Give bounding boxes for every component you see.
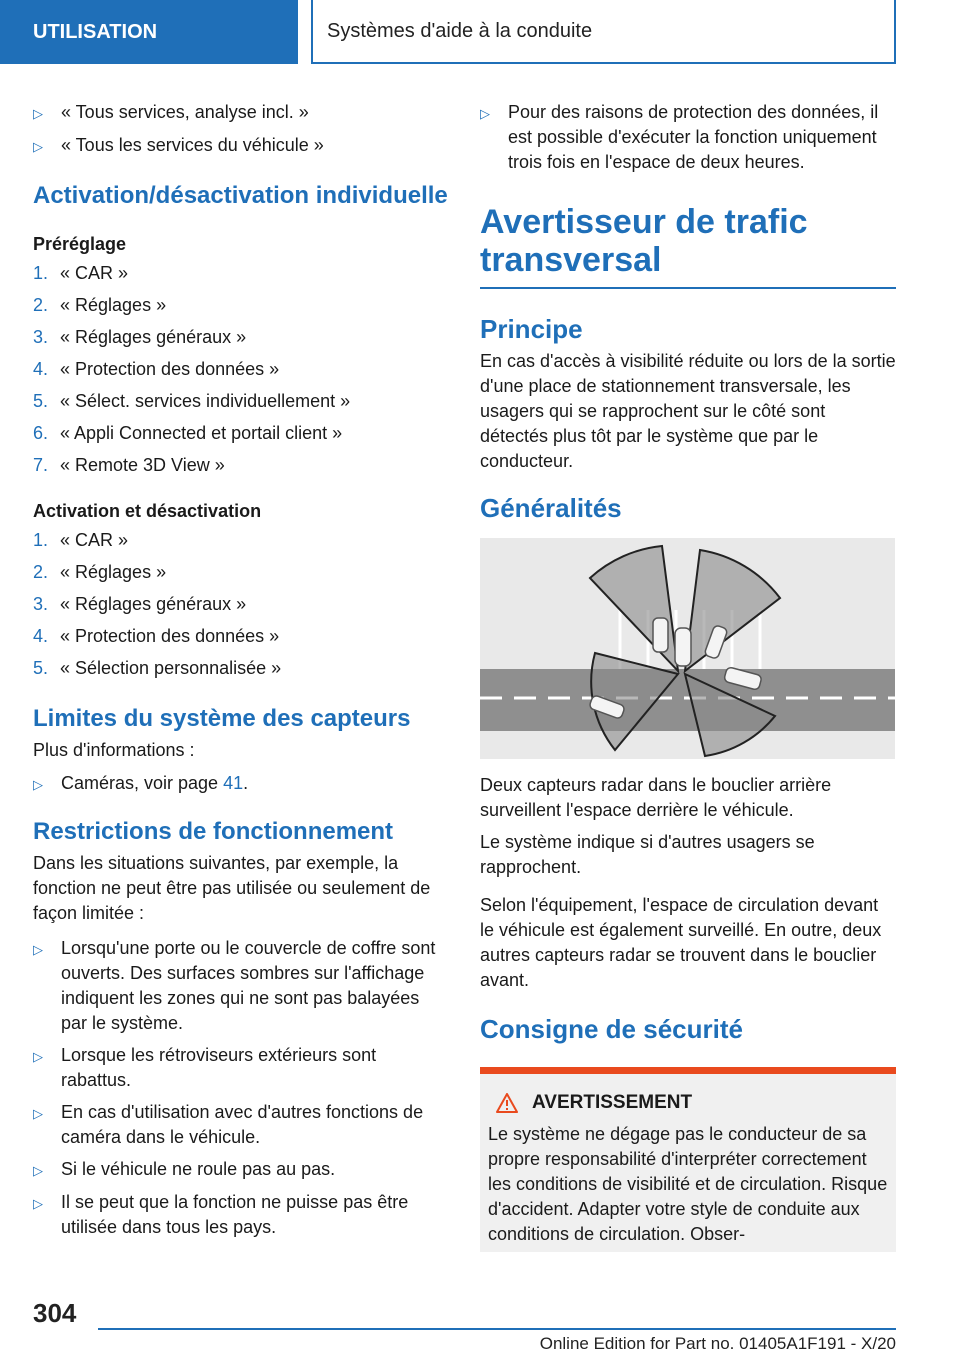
left-column — [33, 100, 448, 1240]
list-item — [33, 385, 448, 417]
bullet-text: « Tous services, analyse incl. » — [61, 102, 309, 122]
step-text: « Réglages généraux » — [60, 327, 247, 347]
warning-label: AVERTISSEMENT — [532, 1092, 693, 1113]
subtitle-preset: Préréglage — [33, 234, 127, 254]
triangle-bullet-icon: ▷ — [33, 1049, 43, 1064]
step-text: « Protection des données » — [60, 359, 280, 379]
limits-text: Plus d'informations : — [33, 740, 195, 760]
bullet-text: Lorsque les rétroviseurs extérieurs sont rabattus. — [61, 1045, 377, 1090]
warning-header — [488, 1092, 888, 1114]
list-item — [33, 1043, 448, 1093]
header-chapter-tab — [311, 0, 896, 64]
general-paragraph: Deux capteurs radar dans le bouclier arrière surveillent l'espace derrière le véhicule. — [480, 775, 832, 820]
step-number: 3. — [33, 327, 49, 347]
list-item — [33, 588, 448, 620]
general-paragraph: Le système indique si d'autres usagers se rapprochent. — [480, 832, 815, 877]
list-item — [33, 1190, 448, 1240]
triangle-bullet-icon: ▷ — [33, 942, 43, 957]
step-number: 6. — [33, 423, 49, 443]
list-item — [33, 936, 448, 1036]
header-chapter-label: Systèmes d'aide à la conduite — [327, 19, 593, 42]
triangle-bullet-icon: ▷ — [33, 139, 43, 154]
list-item — [33, 556, 448, 588]
section-title-activation: Activation/désactivation individuelle — [33, 182, 448, 209]
section-title-restrictions: Restrictions de fonctionnement — [33, 818, 394, 845]
list-item — [33, 524, 448, 556]
step-number: 1. — [33, 263, 49, 283]
step-text: « Protection des données » — [60, 626, 280, 646]
step-text: « CAR » — [60, 530, 129, 550]
step-number: 4. — [33, 626, 49, 646]
triangle-bullet-icon: ▷ — [33, 1163, 43, 1178]
step-text: « Réglages généraux » — [60, 594, 247, 614]
bullet-text: Pour des raisons de protection des données, il est possible d'exécuter la fonction uniquement trois fois en l'espace de deux heures. — [508, 102, 879, 172]
step-text: « Appli Connected et portail client » — [60, 423, 343, 443]
edition-note: Online Edition for Part no. 01405A1F191 - X/20 — [539, 1334, 896, 1353]
bullet-text: « Tous les services du véhicule » — [61, 135, 324, 155]
warning-box — [480, 1067, 896, 1252]
warning-text: Le système ne dégage pas le conducteur de sa propre responsabilité d'interpréter correctement les conditions de visibilité et de circulation. Risque d'accident. Adapter votre style de conduite aux conditions de circulation. Obser- — [488, 1124, 888, 1244]
chapter-title-line: transversal — [480, 241, 662, 279]
step-number: 2. — [33, 562, 49, 582]
general-paragraph: Selon l'équipement, l'espace de circulation devant le véhicule est également surveillé. En outre, deux autres capteurs radar se trouvent dans le bouclier avant. — [480, 895, 882, 990]
step-number: 5. — [33, 658, 49, 678]
header-section-label: UTILISATION — [33, 20, 158, 43]
step-number: 4. — [33, 359, 49, 379]
cross-traffic-illustration — [480, 538, 895, 759]
list-item — [33, 449, 448, 481]
list-item — [33, 771, 448, 797]
principle-text: En cas d'accès à visibilité réduite ou lors de la sortie d'une place de stationnement transversale, les usagers qui se rapprochent sur le côté sont détectés plus tôt par le système que par le conducteur. — [480, 351, 896, 471]
radar-zones-diagram — [480, 538, 895, 759]
warning-triangle-icon — [496, 1093, 518, 1113]
step-text: « Réglages » — [60, 562, 167, 582]
triangle-bullet-icon: ▷ — [33, 1106, 43, 1121]
list-item — [33, 353, 448, 385]
step-text: « CAR » — [60, 263, 129, 283]
section-title-general: Généralités — [480, 493, 622, 523]
list-item — [33, 1100, 448, 1150]
cross-reference-end: . — [243, 773, 249, 793]
bullet-text: En cas d'utilisation avec d'autres fonctions de caméra dans le véhicule. — [61, 1102, 424, 1147]
step-number: 5. — [33, 391, 49, 411]
step-text: « Remote 3D View » — [60, 455, 225, 475]
footer-divider — [98, 1328, 896, 1330]
step-number: 3. — [33, 594, 49, 614]
section-title-safety: Consigne de sécurité — [480, 1014, 743, 1044]
step-number: 7. — [33, 455, 49, 475]
triangle-bullet-icon: ▷ — [33, 106, 43, 121]
bullet-text: Si le véhicule ne roule pas au pas. — [61, 1159, 336, 1179]
list-item — [33, 652, 448, 684]
step-text: « Réglages » — [60, 295, 167, 315]
bullet-text: Lorsqu'une porte ou le couvercle de coffre sont ouverts. Des surfaces sombres sur l'affichage indiquent les zones qui ne sont pas balayées par le système. — [61, 938, 436, 1033]
step-number: 2. — [33, 295, 49, 315]
step-text: « Sélection personnalisée » — [60, 658, 282, 678]
section-title-limits: Limites du système des capteurs — [33, 705, 411, 732]
triangle-bullet-icon: ▷ — [33, 777, 43, 792]
list-item — [33, 289, 448, 321]
triangle-bullet-icon: ▷ — [33, 1196, 43, 1211]
activation-steps-list — [33, 524, 448, 684]
list-item — [33, 100, 448, 126]
subtitle-activation: Activation et désactivation — [33, 501, 262, 521]
chapter-title-line: Avertisseur de trafic — [480, 203, 808, 241]
preset-steps-list — [33, 257, 448, 481]
triangle-bullet-icon: ▷ — [480, 106, 490, 121]
cross-reference-text: Caméras, voir page — [61, 773, 224, 793]
header-section-tab — [0, 0, 298, 64]
list-item — [33, 1157, 448, 1183]
step-text: « Sélect. services individuellement » — [60, 391, 351, 411]
list-item — [33, 417, 448, 449]
page-link[interactable]: 41 — [223, 773, 244, 793]
list-item — [480, 100, 896, 175]
step-number: 1. — [33, 530, 49, 550]
list-item — [33, 257, 448, 289]
list-item — [33, 620, 448, 652]
bullet-text — [61, 771, 248, 797]
bullet-text: Il se peut que la fonction ne puisse pas être utilisée dans tous les pays. — [61, 1192, 409, 1237]
section-title-principle: Principe — [480, 314, 583, 344]
list-item — [33, 133, 448, 159]
restrictions-text: Dans les situations suivantes, par exemple, la fonction ne peut être pas utilisée ou seulement de façon limitée : — [33, 853, 431, 923]
chapter-title — [480, 203, 896, 289]
list-item — [33, 321, 448, 353]
page-number: 304 — [33, 1298, 77, 1328]
right-column — [480, 100, 896, 1252]
